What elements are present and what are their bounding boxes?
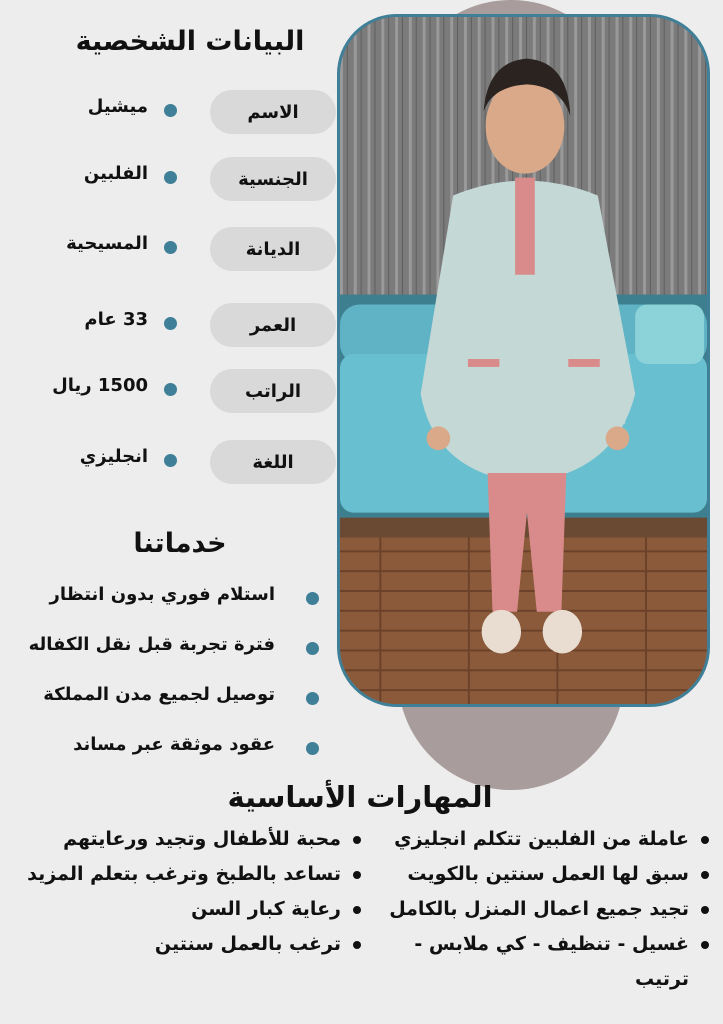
service-item <box>20 582 325 612</box>
bullet-icon <box>164 317 177 330</box>
field-value: 33 عام <box>84 309 148 330</box>
service-item <box>20 732 325 762</box>
services-title: خدماتنا <box>133 528 227 559</box>
field-salary <box>52 369 340 415</box>
skills-list-left <box>22 822 367 962</box>
bullet-icon <box>164 241 177 254</box>
skill-item: ترغب بالعمل سنتين <box>22 927 341 962</box>
service-item <box>20 632 325 662</box>
skill-item: تجيد جميع اعمال المنزل بالكامل <box>370 892 689 927</box>
bullet-icon <box>164 104 177 117</box>
bullet-icon <box>306 692 319 705</box>
field-value: انجليزي <box>79 446 148 467</box>
skills-list-right <box>370 822 715 997</box>
field-age <box>60 303 340 349</box>
bullet-icon <box>164 171 177 184</box>
skill-item: تساعد بالطبخ وترغب بتعلم المزيد <box>22 857 341 892</box>
service-text: استلام فوري بدون انتظار <box>49 584 275 605</box>
field-label: العمر <box>210 303 336 347</box>
skill-item: رعاية كبار السن <box>22 892 341 927</box>
service-text: فترة تجربة قبل نقل الكفاله <box>28 634 275 655</box>
skill-item: عاملة من الفلبين تتكلم انجليزي <box>370 822 689 857</box>
field-label: الجنسية <box>210 157 336 201</box>
field-value: الفلبين <box>83 163 148 184</box>
skills-title: المهارات الأساسية <box>227 780 493 814</box>
skill-item: سبق لها العمل سنتين بالكويت <box>370 857 689 892</box>
bullet-icon <box>306 742 319 755</box>
field-language <box>60 440 340 486</box>
service-item <box>20 682 325 712</box>
field-religion <box>60 227 340 273</box>
field-value: المسيحية <box>66 233 148 254</box>
personal-info-title: البيانات الشخصية <box>75 26 305 57</box>
skill-item: غسيل - تنظيف - كي ملابس - ترتيب <box>370 927 689 997</box>
field-value: ميشيل <box>87 96 148 117</box>
field-label: الديانة <box>210 227 336 271</box>
skill-item: محبة للأطفال وتجيد ورعايتهم <box>22 822 341 857</box>
bullet-icon <box>306 592 319 605</box>
field-nationality <box>60 157 340 203</box>
worker-photo <box>337 14 710 707</box>
service-text: توصيل لجميع مدن المملكة <box>43 684 275 705</box>
field-value: 1500 ريال <box>52 375 148 396</box>
field-label: الراتب <box>210 369 336 413</box>
bullet-icon <box>164 454 177 467</box>
bullet-icon <box>306 642 319 655</box>
field-name <box>60 90 340 136</box>
bullet-icon <box>164 383 177 396</box>
field-label: الاسم <box>210 90 336 134</box>
service-text: عقود موثقة عبر مساند <box>73 734 275 755</box>
field-label: اللغة <box>210 440 336 484</box>
